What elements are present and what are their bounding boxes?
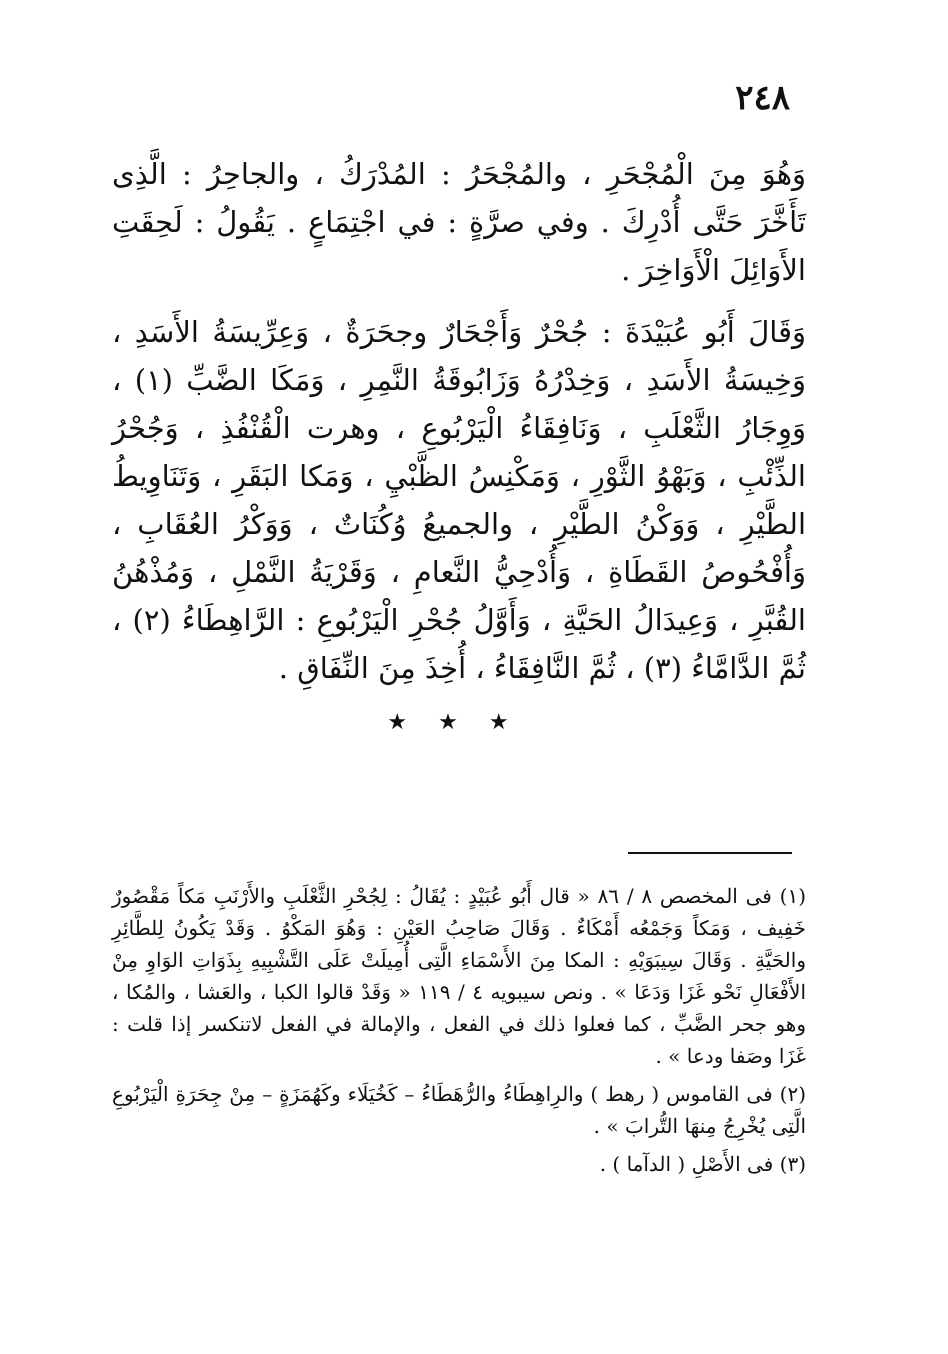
footnote-2: (٢) فى القاموس ( رهط ) والرِاهِطَاءُ والرُّهَطَاءُ – كَخُيَلَاء وكَهُمَزَةٍ – مِنْ جِحَرَةِ الْيَرْبُوعِ الَّتِى يُخْرِجُ مِنهَا التُّرابَ » . (112, 1082, 806, 1138)
paragraph-2: وَقَالَ أَبُو عُبَيْدَةَ : جُحْرٌ وَأَجْحَارٌ وجحَرَةٌ ، وَعِرِّيسَةُ الأَسَدِ ، وَخِيسَةُ الأَسَدِ ، وَخِدْرُهُ وَزَابُوقَةُ النَّمِرِ ، وَمَكَا الضَّبِّ (١) ، وَوِجَارُ الثَّعْلَبِ ، وَنَافِقَاءُ الْيَرْبُوعِ ، وهرت الْقُنْفُذِ ، وَجُحْرُ الذِّئْبِ ، وَبَهْوُ الثَّوْرِ ، وَمَكْنِسُ الظَّبْيِ ، وَمَكا البَقَرِ ، وَتَنَاوِيطُ الطَّيْرِ ، وَوَكْنُ الطَّيْرِ ، والجميعُ وُكُنَاتٌ ، وَوَكْرُ العُقَابِ ، وَأُفْحُوصُ القَطَاةِ ، وَأُدْحِيُّ النَّعامِ ، وَقَرْيَةُ النَّمْلِ ، وَمُذْهُنُ القُبَّرِ ، وَعِيدَالُ الحَيَّةِ ، وَأَوَّلُ جُحْرِ الْيَرْبُوعِ : الرَّاهِطَاءُ (٢) ، ثُمَّ الدَّامَّاءُ (٣) ، ثُمَّ النَّافِقَاءُ ، أُخِذَ مِنَ النِّفَاقِ . (112, 315, 806, 685)
section-separator-stars: ★ ★ ★ (387, 710, 521, 735)
footnote-3: (٣) فى الأَصْلِ ( الدآما ) . (599, 1152, 806, 1176)
footnotes (112, 880, 806, 1186)
main-text (112, 150, 806, 706)
footnote-1: (١) فى المخصص ٨ / ٨٦ « قال أَبُو عُبَيْدٍ : يُقَالُ : لِجُحْرِ الثَّعْلَبِ والأَرْنَبِ مَكاً مَقْصُورٌ خَفِيف ، وَمَكاً وَجَمْعُه أَمْكَاءٌ . وَقَالَ صَاحِبُ العَيْنِ : وَهُوَ المَكْوُ . وَقَدْ يَكُونُ لِلطَّائِرِ والحَيَّةِ . وَقَالَ سِيبَوَيْهِ : المكا مِنَ الأَسْمَاءِ الَّتِى أُمِيلَتْ عَلَى التَّشْبِيهِ بِذَوَاتِ الوَاوِ مِنْ الأَفْعَالِ نَحْو غَزَا وَدَعَا » . ونص سيبويه ٤ / ١١٩ « وَقَدْ قالوا الكبا ، والعَشا ، والمُكا ، وهو جحر الضَّبِّ ، كما فعلوا ذلك في الفعل ، والإمالة في الفعل لاتنكسر إذا قلت : غَزَا وصَفا ودعا » . (112, 884, 806, 1068)
page-number: ٢٤٨ (735, 78, 790, 118)
paragraph-1: وَهُوَ مِنَ الْمُجْحَرِ ، والمُجْحَرُ : المُدْرَكُ ، والجاحِرُ : الَّذِى تَأَخَّرَ حَتَّى أُدْرِكَ . وفي صرَّةٍ : في اجْتِمَاعٍ . يَقُولُ : لَحِقَتِ الأَوَائِلَ الْأَوَاخِرَ . (112, 157, 806, 287)
footnote-divider (628, 852, 792, 854)
